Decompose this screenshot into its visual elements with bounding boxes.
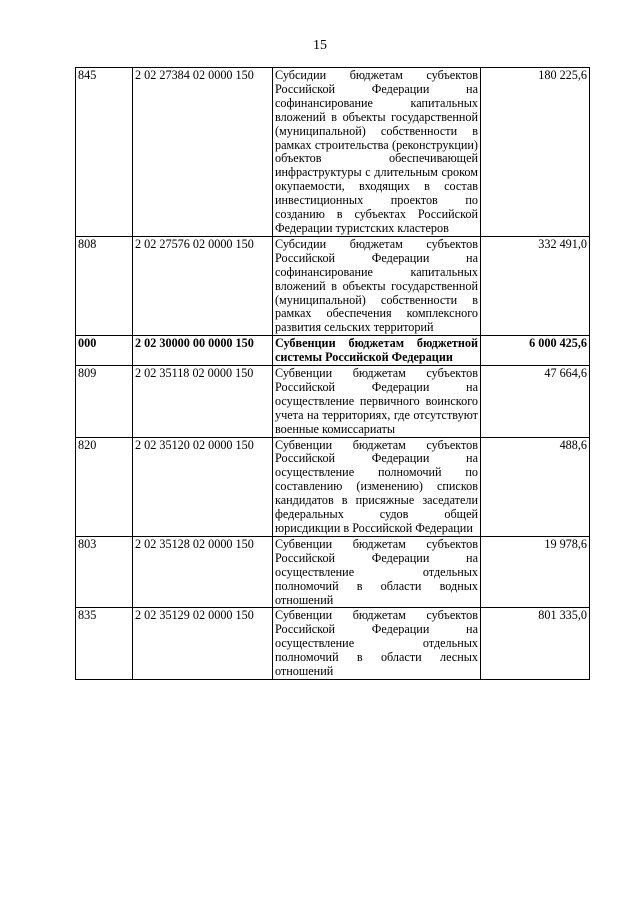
table-row [76,437,590,536]
budget-classification-code-cell: 2 02 35129 02 0000 150 [133,608,273,680]
budget-classification-code-cell: 2 02 30000 00 0000 150 [133,336,273,366]
budget-classification-code-cell: 2 02 35120 02 0000 150 [133,437,273,536]
revenue-name-cell: Субвенции бюджетам субъектов Российской Федерации на осуществление отдельных полномочий в области водных отношений [273,536,481,608]
budget-revenue-table [75,67,590,680]
admin-code-cell: 808 [76,236,133,335]
page-number: 15 [313,38,327,53]
amount-cell: 6 000 425,6 [481,336,590,366]
table-row [76,536,590,608]
table-row [76,366,590,438]
amount-cell: 19 978,6 [481,536,590,608]
admin-code-cell: 845 [76,68,133,237]
revenue-name-cell: Субвенции бюджетам субъектов Российской Федерации на осуществление отдельных полномочий в области лесных отношений [273,608,481,680]
table-row [76,236,590,335]
revenue-name-cell: Субсидии бюджетам субъектов Российской Федерации на софинансирование капитальных вложений в объекты государственной (муниципальной) собственности в рамках обеспечения комплексного развития сельских территорий [273,236,481,335]
revenue-name-cell: Субвенции бюджетам бюджетной системы Российской Федерации [273,336,481,366]
amount-cell: 801 335,0 [481,608,590,680]
budget-classification-code-cell: 2 02 35118 02 0000 150 [133,366,273,438]
budget-classification-code-cell: 2 02 35128 02 0000 150 [133,536,273,608]
amount-cell: 488,6 [481,437,590,536]
amount-cell: 47 664,6 [481,366,590,438]
table-row [76,608,590,680]
revenue-name-cell: Субвенции бюджетам субъектов Российской Федерации на осуществление полномочий по составлению (изменению) списков кандидатов в присяжные заседатели федеральных судов общей юрисдикции в Российской Федерации [273,437,481,536]
amount-cell: 332 491,0 [481,236,590,335]
budget-classification-code-cell: 2 02 27384 02 0000 150 [133,68,273,237]
admin-code-cell: 000 [76,336,133,366]
budget-classification-code-cell: 2 02 27576 02 0000 150 [133,236,273,335]
admin-code-cell: 820 [76,437,133,536]
admin-code-cell: 835 [76,608,133,680]
table-row [76,336,590,366]
revenue-name-cell: Субвенции бюджетам субъектов Российской Федерации на осуществление первичного воинского учета на территориях, где отсутствуют военные комиссариаты [273,366,481,438]
table-row [76,68,590,237]
admin-code-cell: 809 [76,366,133,438]
amount-cell: 180 225,6 [481,68,590,237]
revenue-name-cell: Субсидии бюджетам субъектов Российской Федерации на софинансирование капитальных вложений в объекты государственной (муниципальной) собственности в рамках строительства (реконструкции) объектов обеспечивающей инфраструктуры с длительным сроком окупаемости, входящих в состав инвестиционных проектов по созданию в субъектах Российской Федерации туристских кластеров [273,68,481,237]
admin-code-cell: 803 [76,536,133,608]
